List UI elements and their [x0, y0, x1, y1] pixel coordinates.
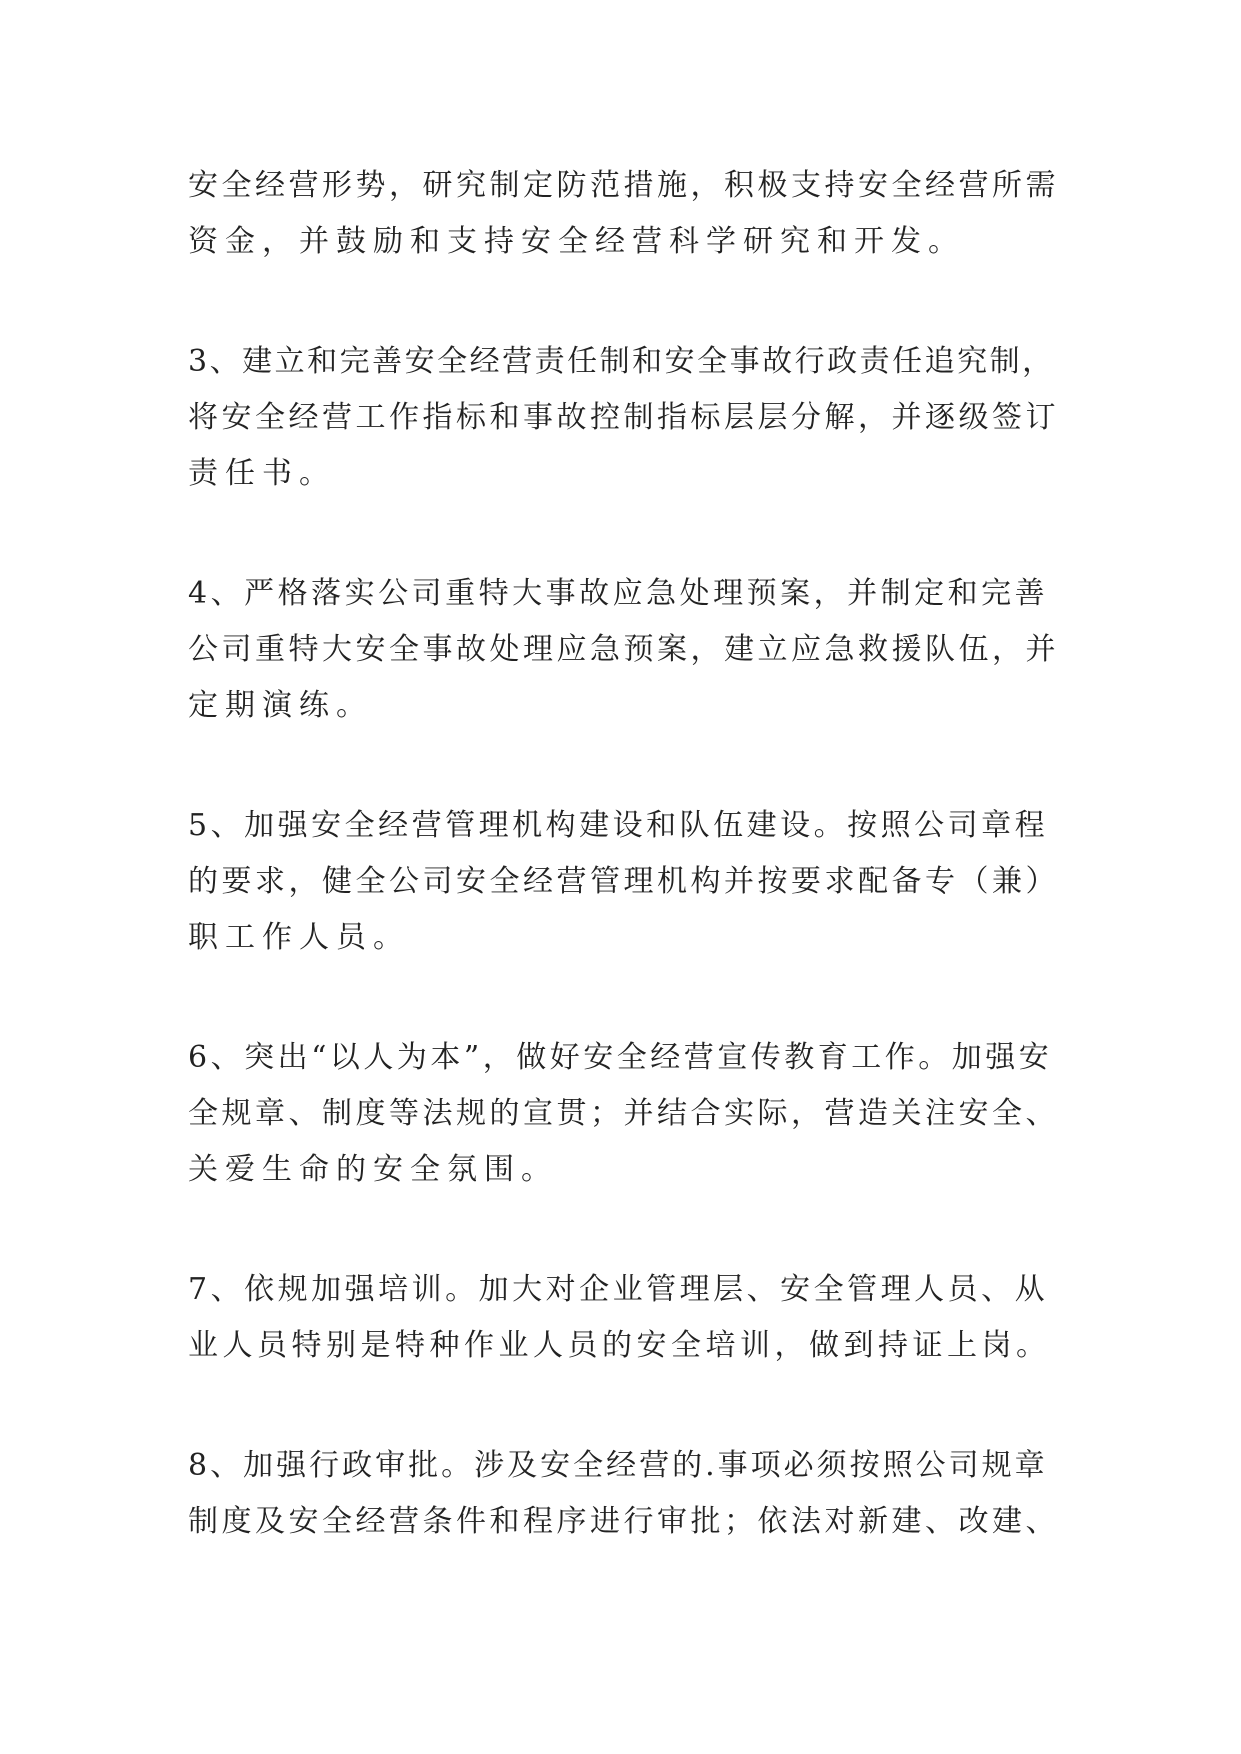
text-line: 资金，并鼓励和支持安全经营科学研究和开发。: [188, 224, 965, 259]
text-line: 业人员特别是特种作业人员的安全培训，做到持证上岗。: [188, 1328, 1051, 1363]
text-line: 安全经营形势，研究制定防范措施，积极支持安全经营所需: [188, 168, 1059, 203]
text-line: 责任书。: [188, 456, 336, 491]
text-line: 6、突出“以人为本”，做好安全经营宣传教育工作。加强安: [188, 1040, 1053, 1075]
text-line: 3、建立和完善安全经营责任制和安全事故行政责任追究制，: [188, 344, 1055, 379]
text-line: 全规章、制度等法规的宣贯；并结合实际，营造关注安全、: [188, 1096, 1059, 1131]
text-line: 5、加强安全经营管理机构建设和队伍建设。按照公司章程: [188, 808, 1049, 843]
text-line: 公司重特大安全事故处理应急预案，建立应急救援队伍，并: [188, 632, 1059, 667]
text-line: 关爱生命的安全氛围。: [188, 1152, 558, 1187]
text-line: 8、加强行政审批。涉及安全经营的.事项必须按照公司规章: [188, 1448, 1048, 1483]
text-line: 制度及安全经营条件和程序进行审批；依法对新建、改建、: [188, 1504, 1059, 1539]
text-line: 定期演练。: [188, 688, 373, 723]
text-line: 7、依规加强培训。加大对企业管理层、安全管理人员、从: [188, 1272, 1049, 1307]
text-line: 职工作人员。: [188, 920, 410, 955]
text-line: 的要求，健全公司安全经营管理机构并按要求配备专（兼）: [188, 864, 1059, 899]
text-line: 4、严格落实公司重特大事故应急处理预案，并制定和完善: [188, 576, 1049, 611]
text-line: 将安全经营工作指标和事故控制指标层层分解，并逐级签订: [188, 400, 1059, 435]
